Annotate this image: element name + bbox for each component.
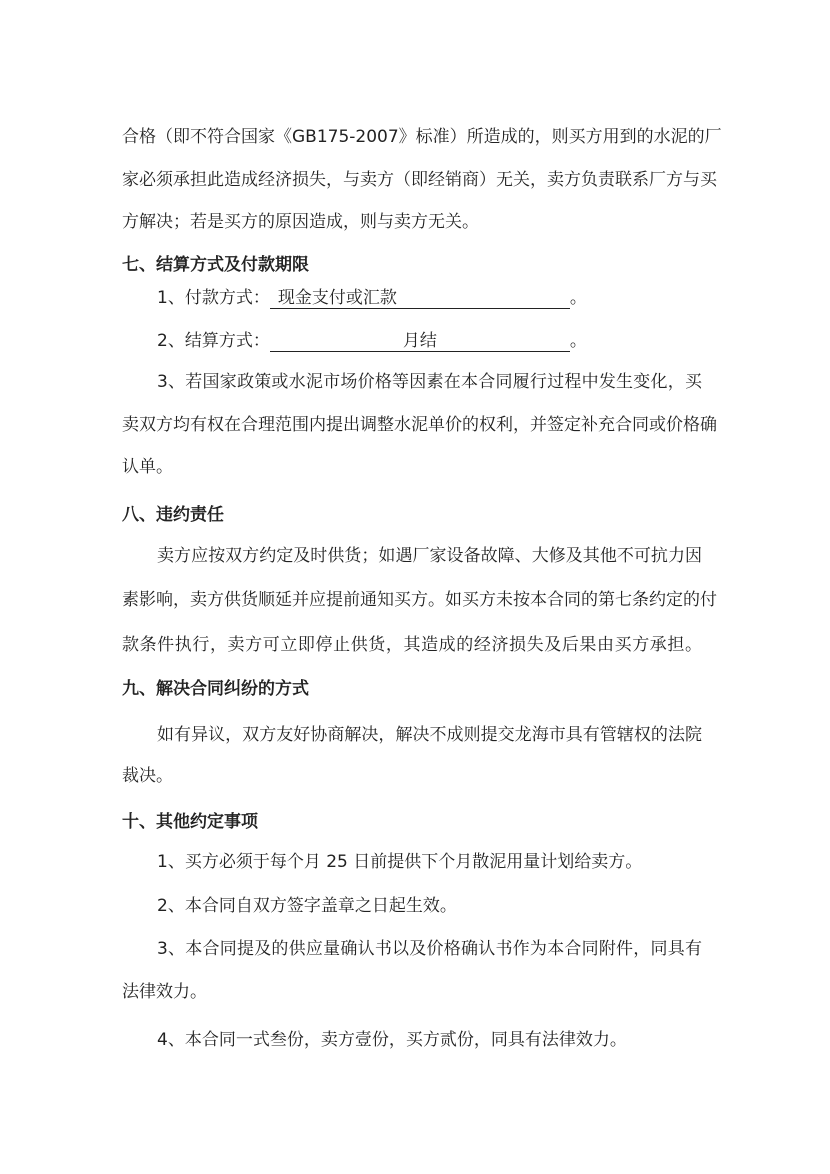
- paragraph-line: 卖方应按双方约定及时供货；如遇厂家设备故障、大修及其他不可抗力因: [157, 546, 702, 566]
- paragraph-line: 卖双方均有权在合理范围内提出调整水泥单价的权利，并签定补充合同或价格确: [122, 415, 717, 435]
- period: 。: [569, 288, 587, 308]
- payment-method-label: 1、付款方式：: [157, 288, 270, 308]
- payment-method-row: [157, 287, 702, 309]
- paragraph-line: 1、买方必须于每个月 25 日前提供下个月散泥用量计划给卖方。: [157, 852, 643, 872]
- paragraph-line: 方解决；若是买方的原因造成，则与卖方无关。: [122, 212, 479, 232]
- paragraph-line: 裁决。: [122, 766, 173, 786]
- paragraph-line: 3、若国家政策或水泥市场价格等因素在本合同履行过程中发生变化，买: [157, 372, 702, 392]
- section-heading-8: 八、违约责任: [122, 505, 224, 525]
- paragraph-line: 如有异议，双方友好协商解决，解决不成则提交龙海市具有管辖权的法院: [157, 725, 702, 745]
- paragraph-line: 素影响，卖方供货顺延并应提前通知买方。如买方未按本合同的第七条约定的付: [122, 590, 717, 610]
- payment-method-field: [270, 288, 570, 309]
- paragraph-line: 款条件执行，卖方可立即停止供货，其造成的经济损失及后果由买方承担。: [122, 635, 702, 655]
- paragraph-line: 家必须承担此造成经济损失，与卖方（即经销商）无关，卖方负责联系厂方与买: [122, 170, 717, 190]
- paragraph-line: 3、本合同提及的供应量确认书以及价格确认书作为本合同附件，同具有: [157, 939, 702, 959]
- paragraph-line: 2、本合同自双方签字盖章之日起生效。: [157, 896, 457, 916]
- section-heading-9: 九、解决合同纠纷的方式: [122, 679, 309, 699]
- settlement-method-field: [270, 331, 570, 352]
- paragraph-line: 认单。: [122, 457, 173, 477]
- section-heading-7: 七、结算方式及付款期限: [122, 255, 309, 275]
- payment-method-value: 现金支付或汇款: [277, 288, 397, 308]
- paragraph-line: 4、本合同一式叁份，卖方壹份，买方贰份，同具有法律效力。: [157, 1030, 627, 1050]
- settlement-method-label: 2、结算方式：: [157, 331, 270, 351]
- period: 。: [569, 331, 587, 351]
- paragraph-line: 法律效力。: [122, 982, 207, 1002]
- settlement-method-value: 月结: [402, 331, 437, 351]
- settlement-method-row: [157, 330, 702, 352]
- section-heading-10: 十、其他约定事项: [122, 812, 258, 832]
- paragraph-line: 合格（即不符合国家《GB175-2007》标准）所造成的，则买方用到的水泥的厂: [122, 127, 722, 147]
